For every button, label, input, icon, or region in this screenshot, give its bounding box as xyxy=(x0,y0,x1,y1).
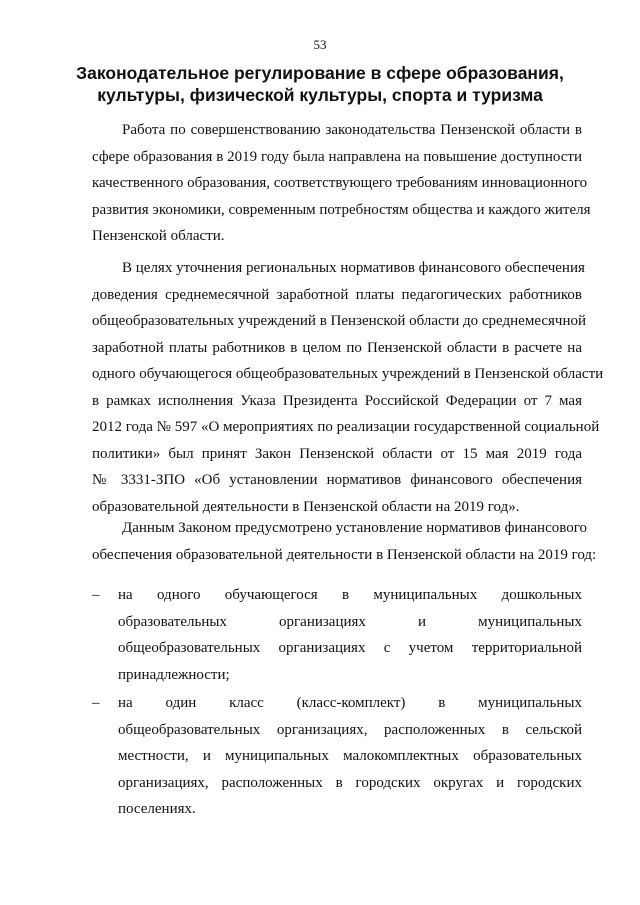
paragraph-3 xyxy=(92,515,597,568)
paragraph-1-line: развития экономики, современным потребностям общества и каждого жителя xyxy=(92,201,591,218)
paragraph-1-line: качественного образования, соответствующего требованиям инновационного xyxy=(92,175,588,191)
paragraph-2-line: доведения среднемесячной заработной платы педагогических работников xyxy=(92,286,582,303)
paragraph-2-line: образовательной деятельности в Пензенской области на 2019 год». xyxy=(92,498,520,515)
bullet-dash: – xyxy=(92,587,100,603)
paragraph-1-line: Работа по совершенствованию законодательства Пензенской области в xyxy=(122,122,582,138)
paragraph-2-line: политики» был принят Закон Пензенской области от 15 мая 2019 года xyxy=(92,445,582,462)
paragraph-3-line: Данным Законом предусмотрено установление нормативов финансового xyxy=(122,520,587,536)
paragraph-2-line: 2012 года № 597 «О мероприятиях по реализации государственной социальной xyxy=(92,419,600,435)
paragraph-1-line: Пензенской области. xyxy=(92,228,225,244)
paragraph-1 xyxy=(92,117,591,250)
paragraph-1-line: сфере образования в 2019 году была направлена на повышение доступности xyxy=(92,148,582,165)
paragraph-2 xyxy=(92,255,604,520)
paragraph-2-line: в рамках исполнения Указа Президента Российской Федерации от 7 мая xyxy=(92,392,582,409)
bullet-item-2-line: на один класс (класс-комплект) в муниципальных xyxy=(118,695,582,711)
bullet-item-2-line: общеобразовательных организациях, расположенных в сельской xyxy=(118,721,582,738)
paragraph-2-line: одного обучающегося общеобразовательных учреждений в Пензенской области xyxy=(92,366,604,382)
page-number: 53 xyxy=(313,37,327,52)
section-title xyxy=(60,62,580,106)
bullet-item-2-line: поселениях. xyxy=(118,801,196,817)
paragraph-2-line: заработной платы работников в целом по Пензенской области в расчете на xyxy=(92,339,582,356)
section-title-line-1: Законодательное регулирование в сфере образования, xyxy=(76,63,564,83)
bullet-item-2-text xyxy=(118,690,582,823)
section-title-line-2: культуры, физической культуры, спорта и туризма xyxy=(97,85,543,105)
paragraph-2-line: В целях уточнения региональных нормативов финансового обеспечения xyxy=(122,260,585,276)
bullet-item-2-line: организациях, расположенных в городских округах и городских xyxy=(118,774,582,791)
bullet-item-1-line: общеобразовательных организациях с учетом территориальной xyxy=(118,640,582,656)
bullet-item-1-line: на одного обучающегося в муниципальных дошкольных xyxy=(118,587,582,603)
bullet-item-1-line: образовательных организациях и муниципальных xyxy=(118,613,582,630)
bullet-item-1-text xyxy=(118,582,582,688)
bullet-dash: – xyxy=(92,695,100,711)
paragraph-2-line: № 3331-ЗПО «Об установлении нормативов финансового обеспечения xyxy=(92,472,582,488)
paragraph-3-line: обеспечения образовательной деятельности в Пензенской области на 2019 год: xyxy=(92,546,597,563)
bullet-item-1-line: принадлежности; xyxy=(118,666,230,683)
paragraph-2-line: общеобразовательных учреждений в Пензенской области до среднемесячной xyxy=(92,313,587,329)
bullet-item-2-line: местности, и муниципальных малокомплектных образовательных xyxy=(118,748,582,764)
